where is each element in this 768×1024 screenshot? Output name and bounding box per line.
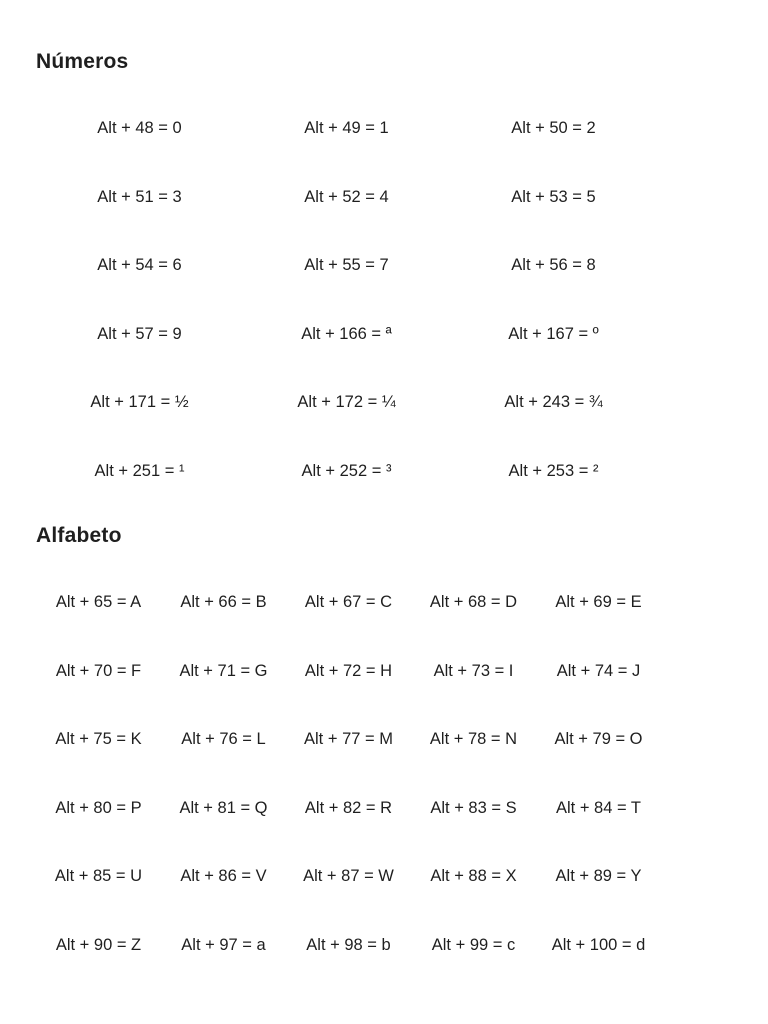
numeros-code-item: Alt + 171 = ½ bbox=[90, 393, 189, 412]
alfabeto-code-item: Alt + 74 = J bbox=[556, 661, 641, 680]
numeros-code-item: Alt + 253 = ² bbox=[508, 461, 599, 480]
alfabeto-code-item: Alt + 73 = I bbox=[433, 661, 514, 680]
numeros-code-item: Alt + 57 = 9 bbox=[97, 324, 182, 343]
numeros-code-item: Alt + 166 = ª bbox=[301, 324, 392, 343]
alfabeto-code-item: Alt + 77 = M bbox=[304, 730, 393, 749]
alfabeto-code-item: Alt + 85 = U bbox=[54, 867, 143, 886]
numeros-code-item: Alt + 48 = 0 bbox=[97, 119, 182, 137]
numeros-code-item: Alt + 50 = 2 bbox=[511, 119, 596, 137]
alfabeto-code-item: Alt + 76 = L bbox=[181, 730, 266, 749]
alfabeto-code-item: Alt + 80 = P bbox=[55, 798, 142, 817]
alfabeto-code-item: Alt + 72 = H bbox=[304, 661, 393, 680]
numeros-code-item: Alt + 52 = 4 bbox=[304, 187, 389, 206]
numeros-code-item: Alt + 54 = 6 bbox=[97, 256, 182, 275]
alfabeto-code-item: Alt + 81 = Q bbox=[179, 798, 268, 817]
alfabeto-code-item: Alt + 100 = d bbox=[551, 935, 646, 954]
alfabeto-code-item: Alt + 71 = G bbox=[179, 661, 268, 680]
alfabeto-code-item: Alt + 67 = C bbox=[304, 593, 393, 611]
numeros-code-item: Alt + 167 = º bbox=[508, 324, 599, 343]
alfabeto-code-item: Alt + 89 = Y bbox=[555, 867, 642, 886]
numeros-code-item: Alt + 49 = 1 bbox=[304, 119, 389, 137]
numeros-code-item: Alt + 252 = ³ bbox=[301, 461, 392, 480]
alfabeto-grid bbox=[0, 593, 768, 1015]
numeros-code-item: Alt + 243 = ¾ bbox=[504, 393, 603, 412]
alfabeto-code-item: Alt + 84 = T bbox=[556, 798, 641, 817]
numeros-code-item: Alt + 172 = ¼ bbox=[297, 393, 396, 412]
alfabeto-code-item: Alt + 83 = S bbox=[430, 798, 517, 817]
alfabeto-code-item: Alt + 79 = O bbox=[554, 730, 643, 749]
alfabeto-heading: Alfabeto bbox=[36, 524, 122, 547]
alfabeto-code-item: Alt + 65 = A bbox=[55, 593, 142, 611]
alfabeto-code-item: Alt + 68 = D bbox=[429, 593, 518, 611]
numeros-heading: Números bbox=[36, 50, 129, 73]
alfabeto-code-item: Alt + 70 = F bbox=[55, 661, 142, 680]
alfabeto-code-item: Alt + 90 = Z bbox=[55, 935, 142, 954]
alfabeto-code-item: Alt + 69 = E bbox=[555, 593, 642, 611]
alfabeto-code-item: Alt + 87 = W bbox=[303, 867, 394, 886]
alfabeto-code-item: Alt + 78 = N bbox=[429, 730, 518, 749]
alfabeto-code-item: Alt + 98 = b bbox=[306, 935, 391, 954]
numeros-code-item: Alt + 56 = 8 bbox=[511, 256, 596, 275]
alfabeto-code-item: Alt + 97 = a bbox=[181, 935, 266, 954]
numeros-code-item: Alt + 51 = 3 bbox=[97, 187, 182, 206]
alfabeto-code-item: Alt + 86 = V bbox=[180, 867, 267, 886]
numeros-grid bbox=[0, 119, 768, 541]
numeros-code-item: Alt + 55 = 7 bbox=[304, 256, 389, 275]
alfabeto-code-item: Alt + 66 = B bbox=[180, 593, 267, 611]
alfabeto-code-item: Alt + 99 = c bbox=[431, 935, 516, 954]
numeros-code-item: Alt + 251 = ¹ bbox=[94, 461, 185, 480]
alfabeto-code-item: Alt + 88 = X bbox=[430, 867, 517, 886]
numeros-code-item: Alt + 53 = 5 bbox=[511, 187, 596, 206]
alfabeto-code-item: Alt + 82 = R bbox=[304, 798, 393, 817]
alfabeto-code-item: Alt + 75 = K bbox=[55, 730, 142, 749]
